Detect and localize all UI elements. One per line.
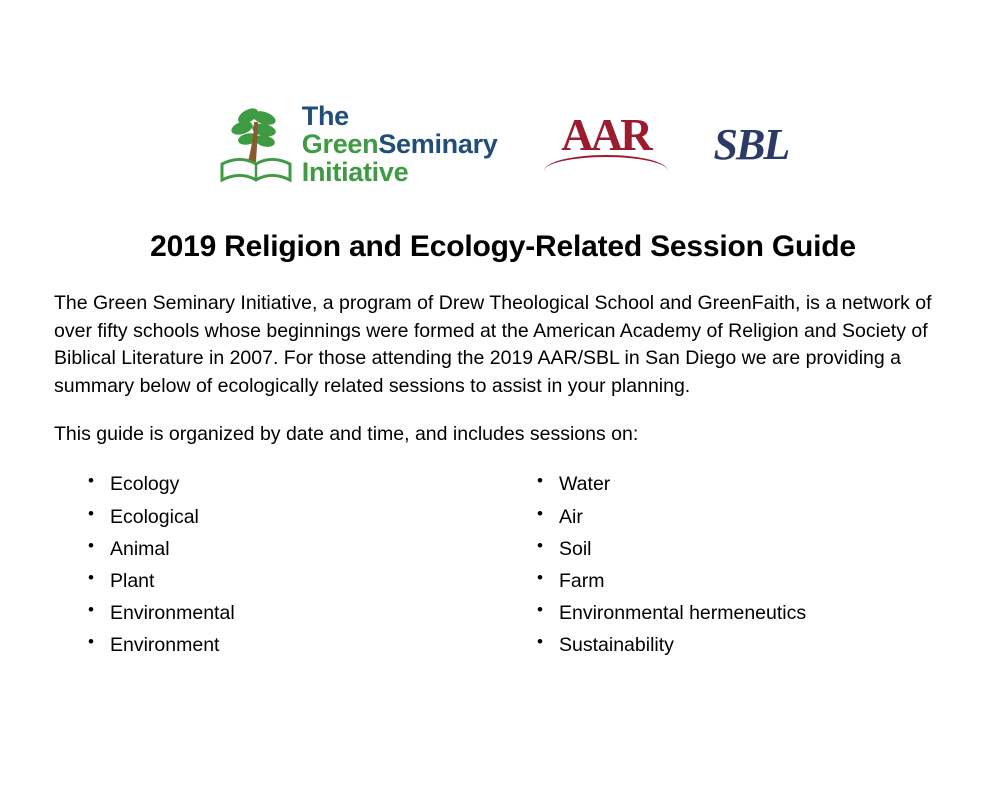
tree-and-book-icon xyxy=(218,102,296,186)
list-item: • Environmental xyxy=(110,597,503,629)
document-page xyxy=(0,84,1006,812)
topics-left-column xyxy=(54,468,503,661)
list-item: • Farm xyxy=(559,565,952,597)
topics-left-list xyxy=(54,468,503,661)
topics-right-list xyxy=(503,468,952,661)
list-item: • Water xyxy=(559,468,952,500)
list-item: • Ecology xyxy=(110,468,503,500)
aar-logo xyxy=(542,110,670,175)
logo-band xyxy=(54,84,952,204)
list-item: • Animal xyxy=(110,533,503,565)
green-seminary-initiative-logo xyxy=(218,102,498,186)
page-title: 2019 Religion and Ecology-Related Session Guide xyxy=(150,230,856,263)
intro-paragraph-2: This guide is organized by date and time, and includes sessions on: xyxy=(54,422,639,445)
intro-paragraph-1: The Green Seminary Initiative, a program of Drew Theological School and GreenFaith, is a network of over fifty schools whose beginnings were formed at the American Academy of Religion and Society of Biblical Literature in 2007. For those attending the 2019 AAR/SBL in San Diego we are providing a summary below of ecologically related sessions to assist in your planning. xyxy=(54,292,932,398)
gsi-wordmark xyxy=(302,102,498,186)
intro-text xyxy=(54,290,952,448)
list-item: • Air xyxy=(559,501,952,533)
list-item: • Soil xyxy=(559,533,952,565)
list-item: • Ecological xyxy=(110,501,503,533)
list-item: • Environmental hermeneutics xyxy=(559,597,952,629)
topics-columns xyxy=(54,468,952,661)
gsi-word-green: Green xyxy=(301,128,379,159)
gsi-line-green-seminary xyxy=(302,130,498,158)
gsi-line-initiative: Initiative xyxy=(301,157,409,188)
gsi-line-the: The xyxy=(301,100,349,131)
aar-wordmark: AAR xyxy=(561,110,650,160)
sbl-logo: SBL xyxy=(713,119,789,169)
list-item: • Sustainability xyxy=(559,629,952,661)
list-item: • Environment xyxy=(110,629,503,661)
list-item: • Plant xyxy=(110,565,503,597)
gsi-word-seminary: Seminary xyxy=(378,128,498,159)
topics-right-column xyxy=(503,468,952,661)
